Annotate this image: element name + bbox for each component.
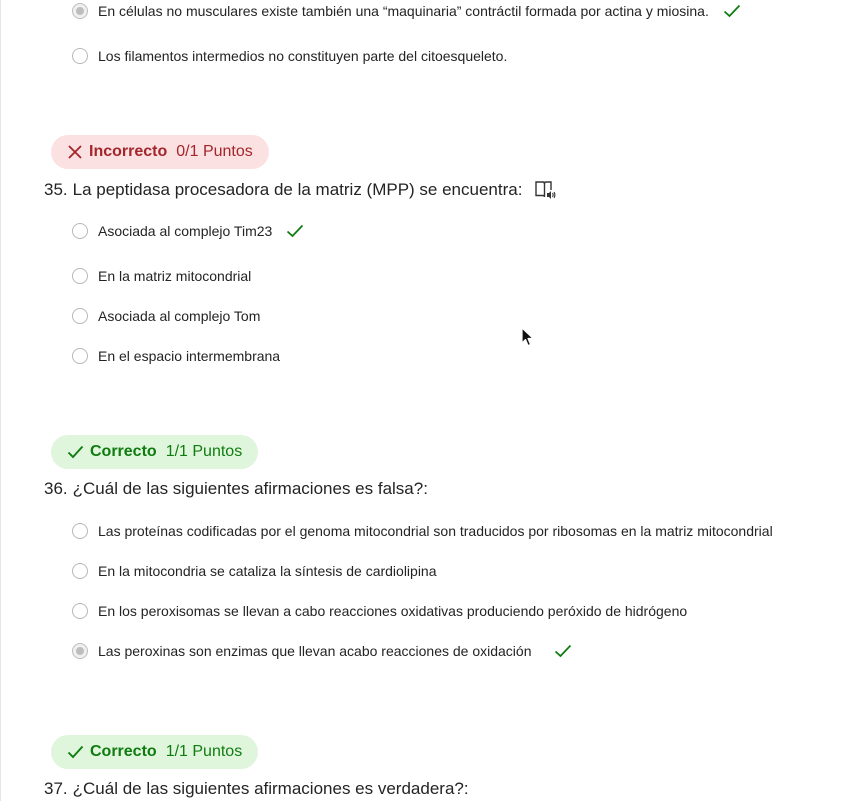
option-label: En los peroxisomas se llevan a cabo reacciones oxidativas produciendo peróxido de hidrógeno: [98, 603, 688, 619]
result-points: 1/1 Puntos: [165, 443, 243, 460]
close-icon: [67, 144, 83, 160]
q36-option-1[interactable]: [72, 521, 773, 541]
correct-check-icon: [723, 4, 741, 18]
option-label: Asociada al complejo Tom: [98, 308, 261, 324]
q35-option-1[interactable]: [72, 221, 304, 241]
result-points: 0/1 Puntos: [176, 143, 253, 160]
prev-option-2[interactable]: [72, 46, 507, 66]
q36-option-2[interactable]: [72, 561, 437, 581]
radio-button[interactable]: [72, 268, 88, 284]
check-icon: [67, 445, 84, 459]
question-number: 37.: [44, 779, 68, 798]
result-status: Correcto: [90, 743, 157, 760]
q35-option-2[interactable]: [72, 266, 251, 286]
radio-button[interactable]: [72, 3, 88, 19]
question-37: [44, 777, 469, 801]
result-badge-incorrect: [51, 135, 269, 169]
q35-option-3[interactable]: [72, 306, 260, 326]
result-points: 1/1 Puntos: [165, 743, 243, 760]
radio-button[interactable]: [72, 643, 88, 659]
option-label: En células no musculares existe también una “maquinaria” contráctil formada por actina y miosina.: [98, 3, 709, 19]
correct-check-icon: [554, 644, 572, 658]
option-label: En la mitocondria se cataliza la síntesis de cardiolipina: [98, 563, 437, 579]
option-label: En el espacio intermembrana: [98, 348, 281, 364]
radio-button[interactable]: [72, 348, 88, 364]
radio-button[interactable]: [72, 603, 88, 619]
result-badge-correct: [51, 435, 258, 469]
q35-option-4[interactable]: [72, 346, 280, 366]
question-text: ¿Cuál de las siguientes afirmaciones es falsa?:: [72, 479, 428, 498]
result-badge-correct: [51, 735, 258, 769]
question-35: [44, 178, 556, 202]
option-label: Las proteínas codificadas por el genoma mitocondrial son traducidos por ribosomas en la matriz mitocondrial: [98, 523, 773, 539]
radio-button[interactable]: [72, 48, 88, 64]
question-text: ¿Cuál de las siguientes afirmaciones es verdadera?:: [72, 779, 469, 798]
radio-button[interactable]: [72, 223, 88, 239]
option-label: En la matriz mitocondrial: [98, 268, 252, 284]
result-status: Incorrecto: [89, 143, 168, 160]
option-label: Asociada al complejo Tim23: [98, 223, 273, 239]
question-36: [44, 477, 428, 501]
immersive-reader-icon[interactable]: [534, 180, 556, 200]
check-icon: [67, 745, 84, 759]
question-number: 36.: [44, 479, 68, 498]
option-label: Los filamentos intermedios no constituyen parte del citoesqueleto.: [98, 48, 508, 64]
prev-option-1[interactable]: [72, 1, 741, 21]
radio-button[interactable]: [72, 523, 88, 539]
result-status: Correcto: [90, 443, 157, 460]
question-text: La peptidasa procesadora de la matriz (MPP) se encuentra:: [72, 180, 523, 199]
radio-button[interactable]: [72, 308, 88, 324]
q36-option-4[interactable]: [72, 641, 572, 661]
q36-option-3[interactable]: [72, 601, 687, 621]
option-label: Las peroxinas son enzimas que llevan acabo reacciones de oxidación: [98, 643, 532, 659]
question-number: 35.: [44, 180, 68, 199]
mouse-cursor-icon: [521, 327, 535, 352]
correct-check-icon: [286, 224, 304, 238]
radio-button[interactable]: [72, 563, 88, 579]
left-border: [0, 0, 1, 801]
